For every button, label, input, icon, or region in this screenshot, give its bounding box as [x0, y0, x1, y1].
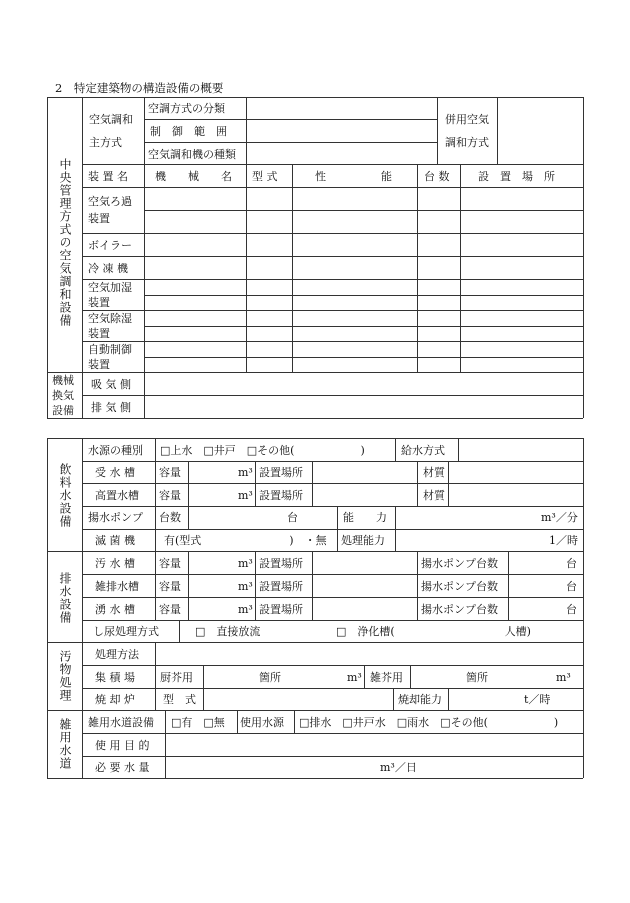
- capacity-label: 容量: [159, 466, 181, 479]
- receiving-tank-label: 受 水 槽: [95, 466, 135, 479]
- aircon-side-label: 中央管理方式の空気調和設備: [58, 158, 72, 327]
- main-method-label-1: 空気調和: [89, 113, 133, 126]
- row-air-filter-2: 装置: [88, 212, 110, 225]
- model-label: 型 式: [163, 693, 196, 706]
- capacity-power-label: 能 力: [343, 511, 387, 524]
- row-dehumidifier-1: 空気除湿: [88, 312, 132, 325]
- process-capacity-label: 処理能力: [341, 534, 385, 547]
- treatment-method-label: 処理方法: [95, 648, 139, 661]
- purpose-label: 使 用 目 的: [95, 739, 150, 752]
- count-label: 台数: [159, 511, 181, 524]
- unit-m3: m³: [347, 671, 362, 684]
- water-source-label-2: 使用水源: [240, 716, 284, 729]
- places-label: 箇所: [466, 671, 488, 684]
- pump-label: 揚水ポンプ: [88, 511, 143, 524]
- material-label: 材質: [423, 466, 445, 479]
- header-device-name: 装 置 名: [88, 170, 128, 183]
- water-source-options: □上水 □井戸 □その他( ): [160, 444, 365, 457]
- yes-no-options: □有 □無: [171, 716, 225, 729]
- location-label: 設置場所: [259, 580, 303, 593]
- row-air-filter-1: 空気ろ過: [88, 195, 132, 208]
- sewage-side-label: 汚物処理: [58, 650, 72, 702]
- spring-tank-label: 湧 水 槽: [95, 603, 135, 616]
- header-location: 設 置 場 所: [478, 170, 555, 183]
- sterilizer-label: 滅 菌 機: [95, 534, 135, 547]
- unit-m3: m³: [238, 603, 253, 616]
- row-humidifier-2: 装置: [88, 296, 110, 309]
- header-machine-name: 機 械 名: [155, 170, 232, 183]
- elevated-tank-label: 高置水槽: [95, 489, 139, 502]
- page-title: 2 特定建築物の構造設備の概要: [55, 81, 224, 95]
- header-count: 台 数: [424, 170, 450, 183]
- misc-water-side-label: 雑用水道: [58, 718, 72, 770]
- control-range-label: 制 御 範 囲: [150, 125, 227, 138]
- main-method-label-2: 主方式: [89, 136, 122, 149]
- drink-side-label: 飲料水設備: [58, 463, 72, 528]
- combined-label-2: 調和方式: [445, 136, 489, 149]
- required-amount-label: 必 要 水 量: [95, 761, 150, 774]
- unit-m3: m³: [238, 580, 253, 593]
- unit-m3: m³: [238, 557, 253, 570]
- capacity-label: 容量: [159, 603, 181, 616]
- row-refrigerator: 冷 凍 機: [88, 262, 128, 275]
- water-source-label: 水源の種別: [88, 444, 143, 457]
- kitchen-waste-label: 厨芥用: [160, 671, 193, 684]
- classification-label: 空調方式の分類: [148, 102, 225, 115]
- vent-side-label-3: 設備: [52, 404, 74, 417]
- header-model: 型 式: [252, 170, 278, 183]
- unit-dai: 台: [566, 557, 577, 570]
- row-dehumidifier-2: 装置: [88, 327, 110, 340]
- supply-method-label: 給水方式: [401, 444, 445, 457]
- location-label: 設置場所: [259, 489, 303, 502]
- location-label: 設置場所: [259, 557, 303, 570]
- capacity-label: 容量: [159, 580, 181, 593]
- vent-side-label-1: 機械: [52, 374, 74, 387]
- vent-side-label-2: 換気: [52, 389, 74, 402]
- places-label: 箇所: [259, 671, 281, 684]
- capacity-label: 容量: [159, 557, 181, 570]
- pump-count-label: 揚水ポンプ台数: [421, 580, 498, 593]
- unit-m3: m³: [238, 489, 253, 502]
- unit-type-label: 空気調和機の種類: [148, 148, 236, 161]
- unit-t-per-hour: t／時: [524, 693, 551, 706]
- unit-dai: 台: [287, 511, 298, 524]
- combined-label-1: 併用空気: [445, 113, 489, 126]
- unit-per-hour: 1／時: [549, 534, 578, 547]
- unit-dai: 台: [566, 603, 577, 616]
- sterilizer-options: 有(型式 ) ・無: [164, 534, 327, 547]
- misc-waste-label: 雑芥用: [370, 671, 403, 684]
- capacity-label: 容量: [159, 489, 181, 502]
- row-auto-control-2: 装置: [88, 358, 110, 371]
- misc-drain-tank-label: 雑排水槽: [95, 580, 139, 593]
- location-label: 設置場所: [259, 466, 303, 479]
- collection-site-label: 集 積 場: [95, 671, 135, 684]
- vent-supply: 吸 気 側: [91, 378, 131, 391]
- unit-m3: m³: [238, 466, 253, 479]
- septic-option: □ 浄化槽( 人槽): [336, 625, 531, 638]
- material-label: 材質: [423, 489, 445, 502]
- vent-exhaust: 排 気 側: [91, 401, 131, 414]
- night-soil-label: し尿処理方式: [93, 625, 159, 638]
- unit-m3-per-min: m³／分: [541, 511, 578, 524]
- misc-water-equipment-label: 雑用水道設備: [88, 716, 154, 729]
- row-humidifier-1: 空気加湿: [88, 281, 132, 294]
- unit-m3-per-day: m³／日: [380, 761, 417, 774]
- row-auto-control-1: 自動制御: [88, 343, 132, 356]
- unit-dai: 台: [566, 580, 577, 593]
- unit-m3: m³: [556, 671, 571, 684]
- row-boiler: ボイラー: [88, 239, 132, 252]
- drain-side-label: 排水設備: [58, 572, 72, 624]
- pump-count-label: 揚水ポンプ台数: [421, 557, 498, 570]
- header-performance: 性 能: [315, 170, 392, 183]
- misc-source-options: □排水 □井戸水 □雨水 □その他( ): [299, 716, 559, 729]
- incinerator-label: 焼 却 炉: [95, 693, 135, 706]
- sewage-tank-label: 汚 水 槽: [95, 557, 135, 570]
- direct-discharge-option: □ 直接放流: [195, 625, 261, 638]
- location-label: 設置場所: [259, 603, 303, 616]
- incineration-capacity-label: 焼却能力: [398, 693, 442, 706]
- pump-count-label: 揚水ポンプ台数: [421, 603, 498, 616]
